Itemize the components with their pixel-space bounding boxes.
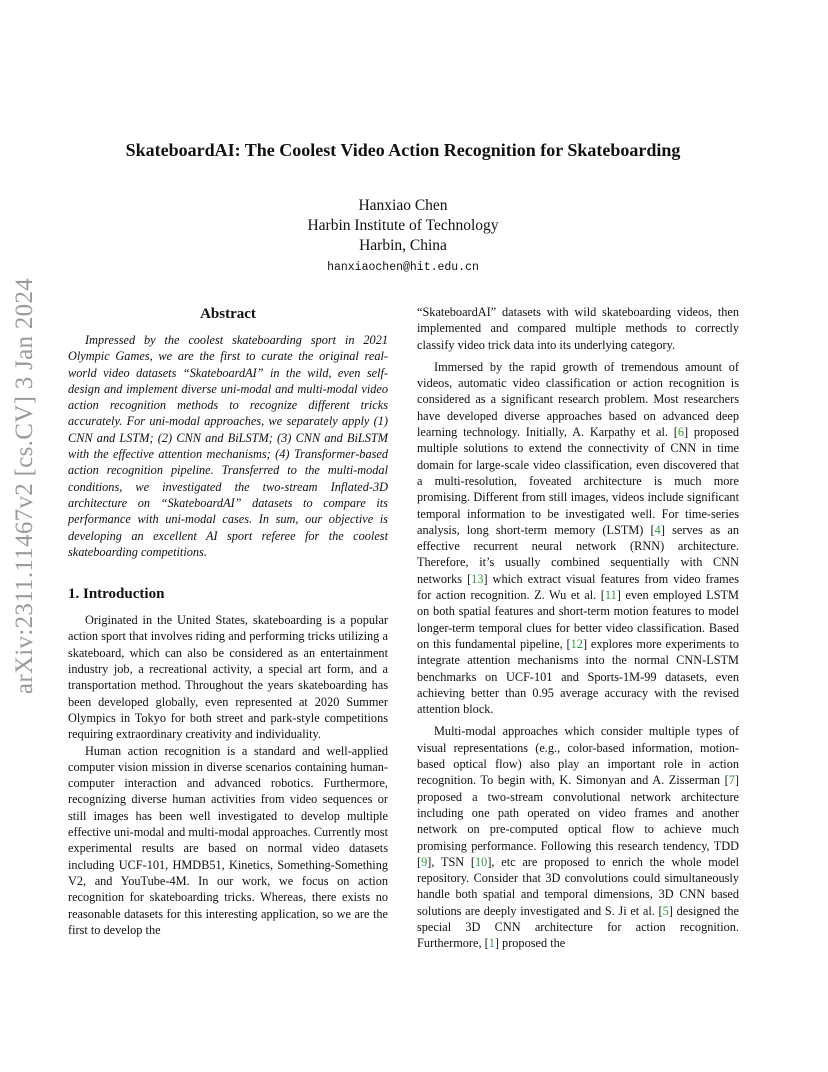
- author-affiliation: Harbin Institute of Technology: [307, 217, 499, 234]
- abstract-body: Impressed by the coolest skateboarding sport in 2021 Olympic Games, we are the first to curate the original real-world video datasets “SkateboardAI” in the wild, even self-design and implement diverse uni-modal and multi-modal video action recognition methods to recognize different tricks accurately. For uni-modal approaches, we separately apply (1) CNN and LSTM; (2) CNN and BiLSTM; (3) CNN and BiLSTM with the effective attention mechanisms; (4) Transformer-based action recognition pipeline. Transferred to the multi-modal conditions, we investigated the two-stream Inflated-3D architecture on “SkateboardAI” datasets to compare its performance with uni-modal cases. In sum, our objective is developing an excellent AI sport referee for the coolest skateboarding competitions.: [68, 333, 388, 559]
- left-column: [68, 304, 388, 938]
- citation-link[interactable]: 7: [728, 773, 735, 788]
- author-block: [0, 196, 806, 276]
- citation-link[interactable]: 10: [475, 854, 488, 869]
- citation-link[interactable]: 1: [488, 936, 495, 951]
- author-email: hanxiaochen@hit.edu.cn: [327, 261, 479, 274]
- citation-link[interactable]: 5: [662, 903, 669, 918]
- intro-paragraph-2-continued: “SkateboardAI” datasets with wild skateboarding videos, then implemented and compared multiple methods to correctly classify video trick data into its underlying category.: [417, 305, 739, 352]
- intro-paragraph-2: Human action recognition is a standard and well-applied computer vision mission in diverse scenarios containing human-computer interaction and advanced robotics. Furthermore, recognizing diverse human activities from video sequences or still images has been well investigated to develop multiple effective uni-modal and multi-modal approaches. Currently most experimental results are based on normal video datasets including UCF-101, HMDB51, Kinetics, Something-Something V2, and YouTube-4M. In our work, we focus on action recognition for skateboarding tricks. Whereas, there exists no reasonable datasets for this interesting application, so we are the first to develop the: [68, 743, 388, 937]
- intro-paragraph-4: Multi-modal approaches which consider multiple types of visual representations (e.g., color-based information, motion-based optical flow) also play an important role in action recognition. To begin with, K. Simonyan and A. Zisserman [7] proposed a two-stream convolutional network architecture including one path operated on video frames and another network on pre-computed optical flow to achieve much promising performance. Following this research tendency, TDD [9], TSN [10], etc are proposed to enrich the whole model repository. Consider that 3D convolutions could simultaneously handle both spatial and temporal dimensions, 3D CNN based solutions are deeply investigated and S. Ji et al. [5] designed the special 3D CNN architecture for action recognition. Furthermore, [1] proposed the: [417, 724, 740, 951]
- right-column: [417, 304, 739, 952]
- citation-link[interactable]: 6: [677, 425, 685, 440]
- author-name: Hanxiao Chen: [358, 197, 448, 214]
- paper-title: SkateboardAI: The Coolest Video Action Recognition for Skateboarding: [125, 140, 681, 160]
- author-location: Harbin, China: [359, 237, 447, 254]
- arxiv-identifier-stamp: arXiv:2311.11467v2 [cs.CV] 3 Jan 2024: [11, 277, 38, 695]
- citation-link[interactable]: 9: [421, 854, 428, 869]
- introduction-heading: 1. Introduction: [68, 586, 165, 603]
- intro-paragraph-3: Immersed by the rapid growth of tremendous amount of videos, automatic video classification or action recognition is considered as a significant research problem. Most researchers have developed diverse approaches based on advanced deep learning technology. Initially, A. Karpathy et al. [6] proposed multiple solutions to extend the connectivity of CNN in time domain for large-scale video classification, even discovered that a multi-resolution, foveated architecture is much more promising. Different from still images, videos include significant temporal information to be investigated well. For time-series analysis, long short-term memory (LSTM) [4] serves as an effective recurrent neural network (RNN) architecture. Therefore, it’s usually combined sequentially with CNN networks [13] which extract visual features from video frames for action recognition. Z. Wu et al. [11] even employed LSTM on both spatial features and short-term motion features to model longer-term temporal clues for better video classification. Based on this fundamental pipeline, [12] explores more experiments to integrate attention mechanisms into the normal CNN-LSTM benchmarks on UCF-101 and Sports-1M-99 datasets, even achieving better than 0.95 average accuracy with the revised attention block.: [417, 359, 739, 717]
- citation-link[interactable]: 12: [570, 636, 583, 651]
- intro-paragraph-1: Originated in the United States, skateboarding is a popular action sport that involves riding and performing tricks utilizing a skateboard, which can also be considered as an entertainment industry job, a recreational activity, a special art form, and a transportation method. Throughout the years skateboarding has been developed globally, even represented at 2020 Summer Olympics in Tokyo for both street and park-style competitions requiring extraordinary creativity and individuality.: [68, 613, 388, 742]
- abstract-heading: Abstract: [200, 306, 256, 322]
- citation-link[interactable]: 4: [654, 522, 661, 537]
- citation-link[interactable]: 13: [471, 571, 484, 586]
- citation-link[interactable]: 11: [604, 588, 617, 603]
